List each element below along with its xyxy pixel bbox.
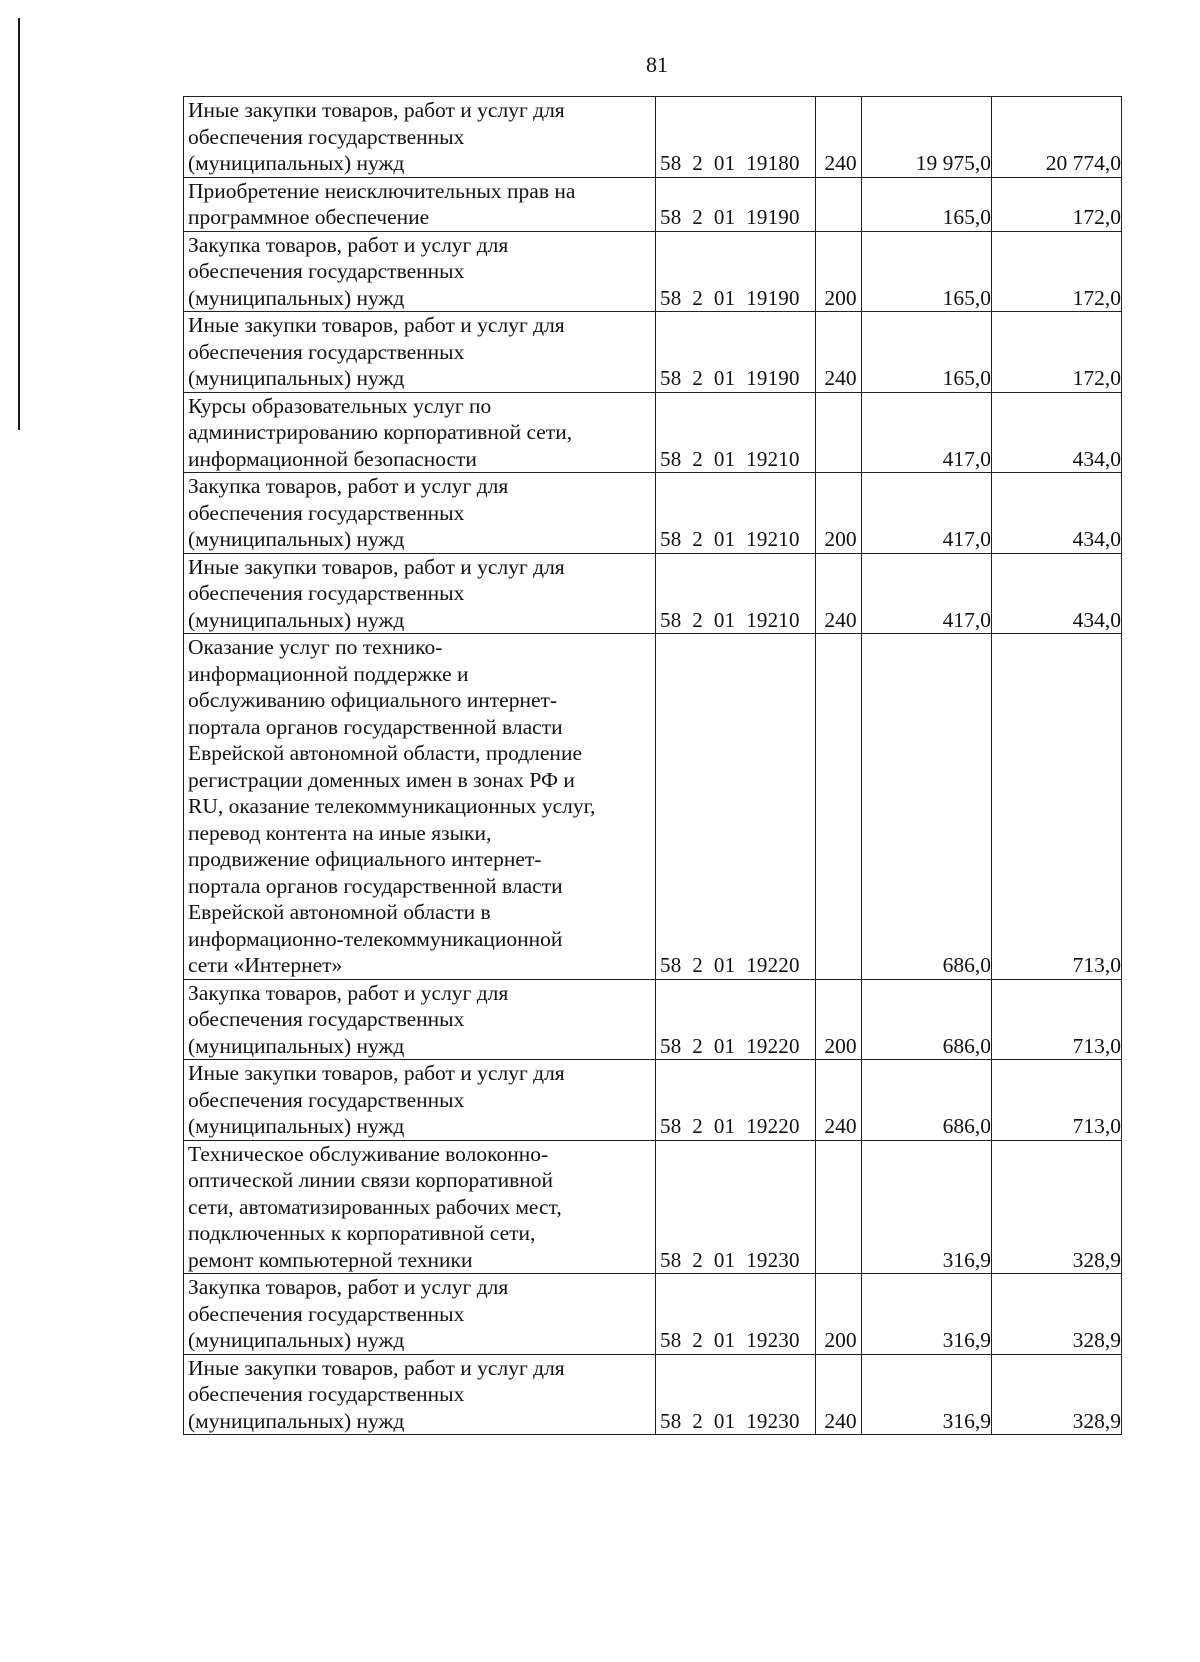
expense-type-code-cell: 200 — [816, 1274, 862, 1355]
table-row — [184, 473, 1122, 554]
table-row — [184, 231, 1122, 312]
expense-name-cell: Закупка товаров, работ и услуг для обеспечения государственных (муниципальных) нужд — [184, 231, 656, 312]
amount-year2-cell: 713,0 — [992, 1060, 1122, 1141]
amount-year1-cell: 165,0 — [862, 312, 992, 393]
target-article-code-cell: 58 2 01 19230 — [656, 1274, 816, 1355]
table-row — [184, 1274, 1122, 1355]
target-article-code-cell: 58 2 01 19220 — [656, 979, 816, 1060]
expense-name-cell: Иные закупки товаров, работ и услуг для обеспечения государственных (муниципальных) нужд — [184, 97, 656, 178]
amount-year2-cell: 328,9 — [992, 1274, 1122, 1355]
expense-type-code-cell — [816, 177, 862, 231]
expense-type-code-cell: 240 — [816, 1060, 862, 1141]
amount-year2-cell: 434,0 — [992, 392, 1122, 473]
target-article-code-cell: 58 2 01 19220 — [656, 1060, 816, 1141]
expense-type-code-cell: 240 — [816, 1354, 862, 1435]
amount-year1-cell: 417,0 — [862, 553, 992, 634]
amount-year1-cell: 417,0 — [862, 473, 992, 554]
expense-type-code-cell: 240 — [816, 553, 862, 634]
target-article-code-cell: 58 2 01 19210 — [656, 392, 816, 473]
target-article-code-cell: 58 2 01 19210 — [656, 473, 816, 554]
table-row — [184, 634, 1122, 980]
expense-name-cell: Курсы образовательных услуг по администрированию корпоративной сети, информационной безопасности — [184, 392, 656, 473]
table-row — [184, 553, 1122, 634]
amount-year2-cell: 20 774,0 — [992, 97, 1122, 178]
table-row — [184, 312, 1122, 393]
expense-name-cell: Иные закупки товаров, работ и услуг для обеспечения государственных (муниципальных) нужд — [184, 1060, 656, 1141]
target-article-code-cell: 58 2 01 19180 — [656, 97, 816, 178]
target-article-code-cell: 58 2 01 19190 — [656, 312, 816, 393]
amount-year2-cell: 434,0 — [992, 473, 1122, 554]
expense-type-code-cell: 240 — [816, 312, 862, 393]
table-row — [184, 392, 1122, 473]
expense-name-cell: Иные закупки товаров, работ и услуг для обеспечения государственных (муниципальных) нужд — [184, 312, 656, 393]
amount-year1-cell: 417,0 — [862, 392, 992, 473]
expense-type-code-cell: 200 — [816, 979, 862, 1060]
expense-name-cell: Иные закупки товаров, работ и услуг для обеспечения государственных (муниципальных) нужд — [184, 1354, 656, 1435]
expense-type-code-cell: 240 — [816, 97, 862, 178]
amount-year1-cell: 19 975,0 — [862, 97, 992, 178]
amount-year1-cell: 686,0 — [862, 634, 992, 980]
scan-edge-line — [18, 18, 20, 430]
amount-year2-cell: 713,0 — [992, 634, 1122, 980]
amount-year1-cell: 316,9 — [862, 1354, 992, 1435]
amount-year2-cell: 172,0 — [992, 312, 1122, 393]
target-article-code-cell: 58 2 01 19190 — [656, 177, 816, 231]
budget-table-body — [184, 97, 1122, 1435]
amount-year2-cell: 328,9 — [992, 1140, 1122, 1274]
target-article-code-cell: 58 2 01 19190 — [656, 231, 816, 312]
target-article-code-cell: 58 2 01 19230 — [656, 1354, 816, 1435]
amount-year1-cell: 165,0 — [862, 177, 992, 231]
table-row — [184, 1140, 1122, 1274]
expense-name-cell: Закупка товаров, работ и услуг для обеспечения государственных (муниципальных) нужд — [184, 473, 656, 554]
table-row — [184, 979, 1122, 1060]
amount-year2-cell: 434,0 — [992, 553, 1122, 634]
expense-type-code-cell — [816, 1140, 862, 1274]
amount-year2-cell: 328,9 — [992, 1354, 1122, 1435]
target-article-code-cell: 58 2 01 19220 — [656, 634, 816, 980]
expense-name-cell: Иные закупки товаров, работ и услуг для обеспечения государственных (муниципальных) нужд — [184, 553, 656, 634]
expense-type-code-cell: 200 — [816, 473, 862, 554]
budget-table — [183, 96, 1122, 1435]
table-row — [184, 177, 1122, 231]
expense-name-cell: Закупка товаров, работ и услуг для обеспечения государственных (муниципальных) нужд — [184, 1274, 656, 1355]
amount-year1-cell: 165,0 — [862, 231, 992, 312]
amount-year2-cell: 172,0 — [992, 177, 1122, 231]
amount-year2-cell: 713,0 — [992, 979, 1122, 1060]
amount-year1-cell: 686,0 — [862, 1060, 992, 1141]
expense-name-cell: Закупка товаров, работ и услуг для обеспечения государственных (муниципальных) нужд — [184, 979, 656, 1060]
expense-type-code-cell — [816, 392, 862, 473]
expense-type-code-cell: 200 — [816, 231, 862, 312]
expense-type-code-cell — [816, 634, 862, 980]
expense-name-cell: Оказание услуг по технико- информационной поддержке и обслуживанию официального интернет- портала органов государственной власти Еврейской автономной области, продление регистрации доменных имен в зонах РФ и RU, оказание телекоммуникационных услуг, перевод контента на иные языки, продвижение официального интернет- портала органов государственной власти Еврейской автономной области в информационно-телекоммуникационной сети «Интернет» — [184, 634, 656, 980]
target-article-code-cell: 58 2 01 19230 — [656, 1140, 816, 1274]
target-article-code-cell: 58 2 01 19210 — [656, 553, 816, 634]
amount-year1-cell: 316,9 — [862, 1274, 992, 1355]
expense-name-cell: Приобретение неисключительных прав на программное обеспечение — [184, 177, 656, 231]
amount-year1-cell: 316,9 — [862, 1140, 992, 1274]
table-row — [184, 1060, 1122, 1141]
page-number: 81 — [646, 52, 668, 77]
table-row — [184, 1354, 1122, 1435]
amount-year2-cell: 172,0 — [992, 231, 1122, 312]
expense-name-cell: Техническое обслуживание волоконно- оптической линии связи корпоративной сети, автоматизированных рабочих мест, подключенных к корпоративной сети, ремонт компьютерной техники — [184, 1140, 656, 1274]
amount-year1-cell: 686,0 — [862, 979, 992, 1060]
table-row — [184, 97, 1122, 178]
